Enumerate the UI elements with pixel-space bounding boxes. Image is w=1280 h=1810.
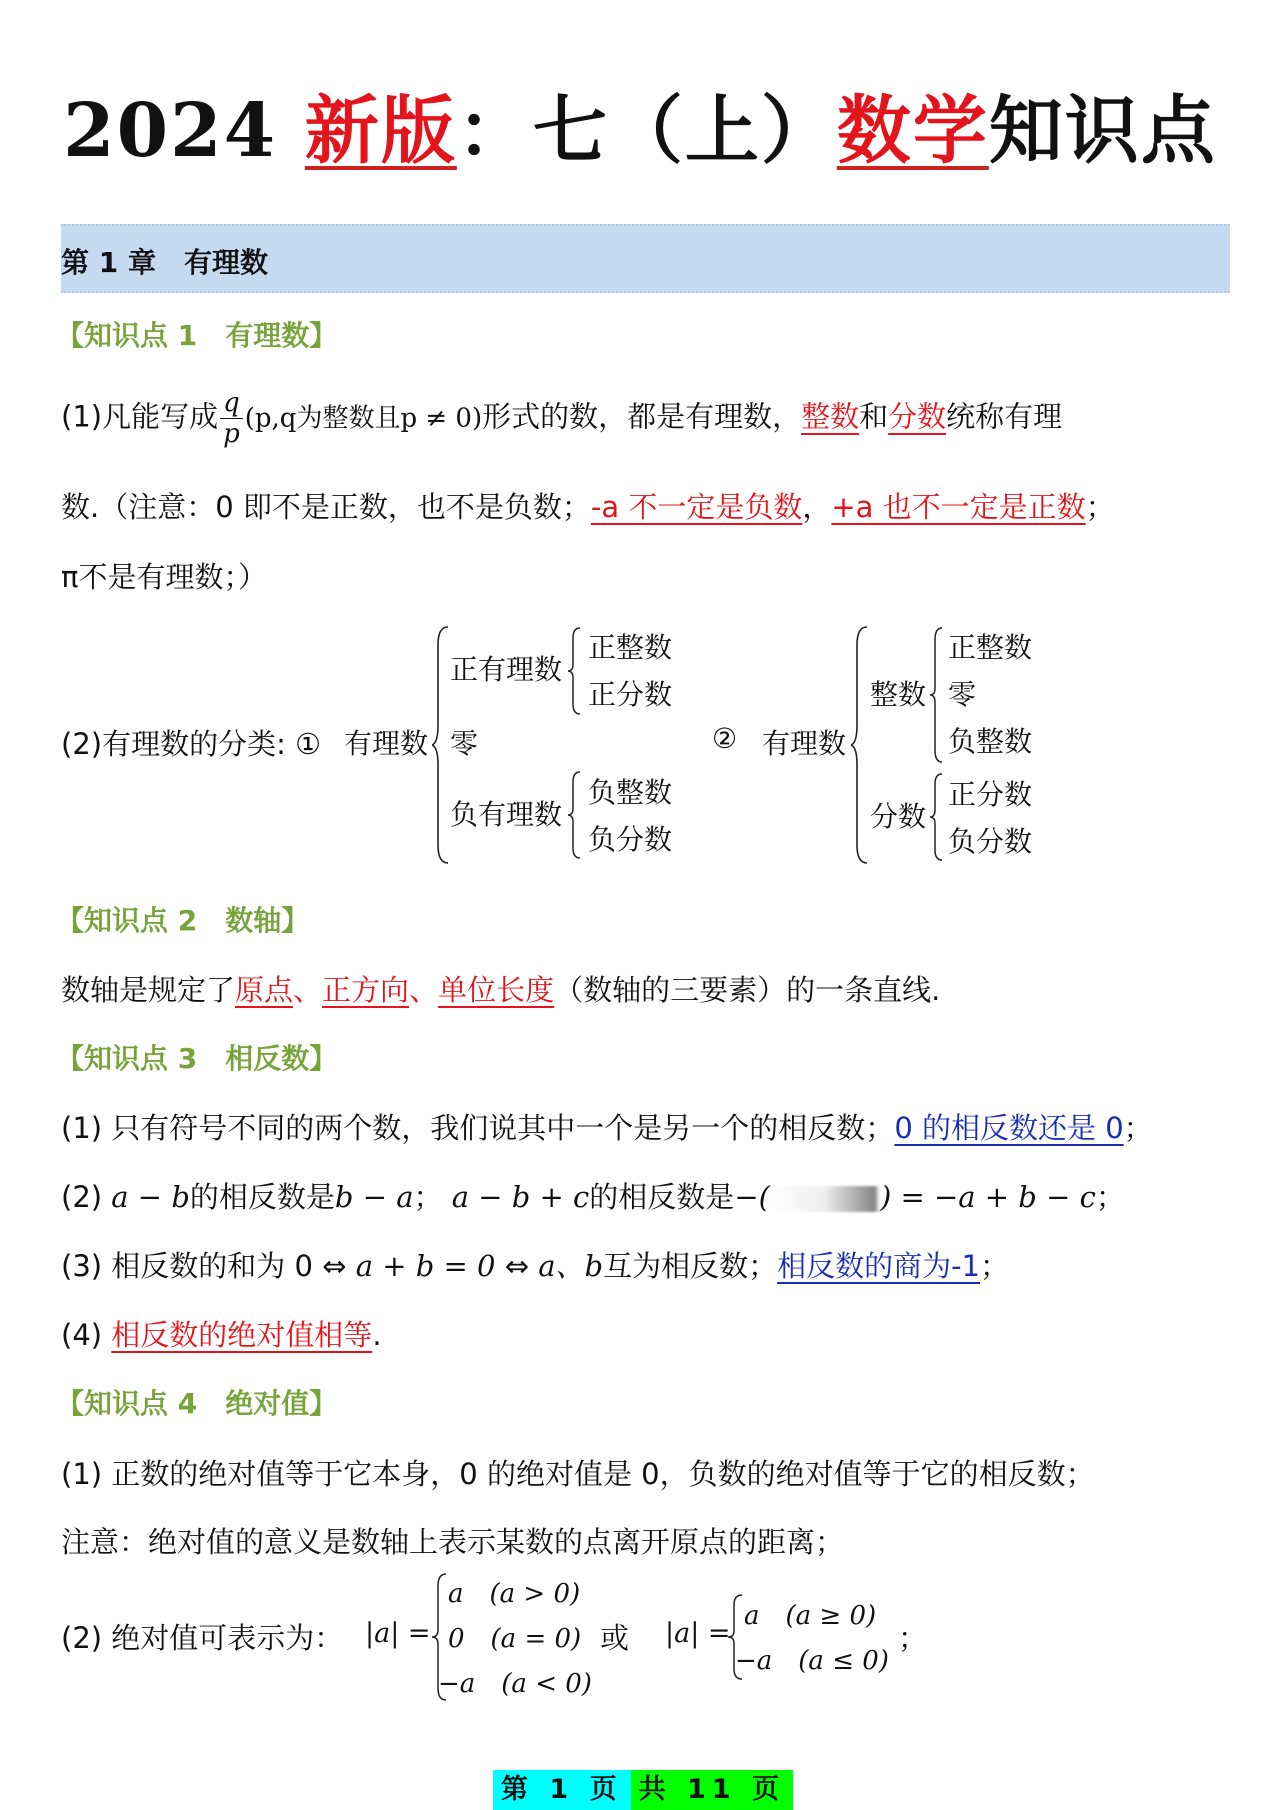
kp3-line1 xyxy=(61,1106,1153,1147)
pos-frac-2: 正分数 xyxy=(948,778,1033,811)
chapter-banner xyxy=(61,224,1230,293)
text: (2) 绝对值可表示为： xyxy=(61,1621,344,1655)
fraction xyxy=(220,388,243,449)
page-title xyxy=(0,72,1280,178)
text: (4) xyxy=(61,1318,112,1352)
text: （数轴的三要素）的一条直线. xyxy=(554,973,941,1007)
kp4-note: 注意：绝对值的意义是数轴上表示某数的点离开原点的距离； xyxy=(61,1525,845,1559)
root-rational: 有理数 xyxy=(344,727,429,760)
math: |a| = xyxy=(365,1618,431,1649)
case-positive: a (a > 0) xyxy=(448,1579,581,1609)
kp3-line2 xyxy=(61,1175,1125,1216)
title-grade: 七（上） xyxy=(532,88,837,174)
title-suffix: 知识点 xyxy=(988,88,1217,174)
neg-int: 负整数 xyxy=(588,776,673,809)
classification-label: (2)有理数的分类: ① xyxy=(61,727,322,761)
root-rational-2: 有理数 xyxy=(762,727,847,760)
chapter-title: 第 1 章 有理数 xyxy=(61,246,268,279)
case-nonpos: −a (a ≤ 0) xyxy=(735,1646,889,1676)
method-2-marker: ② xyxy=(712,722,738,755)
total-pages: 共 11 页 xyxy=(631,1770,793,1810)
highlight-neg-a: -a 不一定是负数 xyxy=(590,490,803,524)
blurred-region xyxy=(770,1186,880,1212)
title-subject: 数学 xyxy=(836,88,989,174)
brace-icon xyxy=(568,626,582,716)
highlight-pos-a: +a 也不一定是正数 xyxy=(831,490,1086,524)
neg-frac-2: 负分数 xyxy=(948,825,1033,858)
text: 、 xyxy=(409,973,439,1007)
kp4-line1: (1) 正数的绝对值等于它本身，0 的绝对值是 0，负数的绝对值等于它的相反数； xyxy=(61,1457,1095,1491)
highlight-abs-equal: 相反数的绝对值相等 xyxy=(111,1318,373,1352)
brace-icon xyxy=(432,625,452,865)
title-year: 2024 xyxy=(63,88,278,174)
text: 的相反数是 xyxy=(189,1180,335,1214)
text: (1) 只有符号不同的两个数，我们说其中一个是另一个的相反数； xyxy=(61,1111,895,1145)
math: ) = −a + b − c xyxy=(879,1180,1096,1214)
brace-icon xyxy=(930,626,944,764)
math: a + b = 0 xyxy=(355,1249,496,1283)
math: |a| = xyxy=(665,1618,731,1649)
condition: (p,q为整数且p ≠ 0) xyxy=(244,403,483,434)
neg-int-2: 负整数 xyxy=(948,725,1033,758)
case-nonneg: a (a ≥ 0) xyxy=(744,1601,877,1631)
zero: 零 xyxy=(450,727,479,760)
kp2-heading: 【知识点 2 数轴】 xyxy=(56,904,310,937)
highlight-fractions: 分数 xyxy=(888,399,947,434)
math: −( xyxy=(734,1180,770,1214)
kp1-line3: π不是有理数；） xyxy=(61,560,267,594)
kp1-heading: 【知识点 1 有理数】 xyxy=(56,319,338,352)
kp2-line xyxy=(61,968,940,1009)
kp1-line1 xyxy=(61,388,1062,449)
integer: 整数 xyxy=(870,678,927,711)
text: ； xyxy=(898,1621,928,1655)
text: ； xyxy=(980,1249,1010,1283)
brace-icon xyxy=(930,772,944,862)
highlight-origin: 原点 xyxy=(235,973,294,1007)
pos-rational: 正有理数 xyxy=(450,653,563,686)
math: a、b xyxy=(538,1249,604,1283)
pos-int: 正整数 xyxy=(588,631,673,664)
text: 统称有理 xyxy=(946,399,1063,434)
text: (2) xyxy=(61,1180,112,1214)
text: 、 xyxy=(293,973,323,1007)
text-or: 或 xyxy=(600,1621,630,1655)
title-colon: ： xyxy=(456,88,533,174)
text: 互为相反数； xyxy=(603,1249,778,1283)
highlight-unit: 单位长度 xyxy=(438,973,555,1007)
text: 数.（注意：0 即不是正数，也不是负数； xyxy=(61,490,591,524)
text: 形式的数，都是有理数， xyxy=(482,399,802,434)
kp3-heading: 【知识点 3 相反数】 xyxy=(56,1042,338,1075)
page-indicator xyxy=(493,1770,793,1810)
kp3-line3 xyxy=(61,1244,1009,1285)
kp1-line2 xyxy=(61,485,1115,526)
highlight-quotient: 相反数的商为-1 xyxy=(777,1249,981,1283)
math: a − b xyxy=(111,1180,190,1214)
text: ； xyxy=(1123,1111,1153,1145)
text: ； xyxy=(1095,1180,1125,1214)
kp3-line4 xyxy=(61,1313,382,1354)
text: ； xyxy=(413,1180,452,1214)
text: (3) 相反数的和为 0 ⇔ xyxy=(61,1249,356,1283)
text: 数轴是规定了 xyxy=(61,973,236,1007)
kp4-heading: 【知识点 4 绝对值】 xyxy=(56,1387,338,1420)
brace-icon xyxy=(568,770,582,860)
case-negative: −a (a < 0) xyxy=(438,1669,592,1699)
fraction-numerator: q xyxy=(220,388,243,419)
text: (1)凡能写成 xyxy=(61,399,219,434)
title-new-edition: 新版 xyxy=(304,88,457,174)
brace-icon xyxy=(851,625,871,865)
fraction: 分数 xyxy=(870,800,927,833)
text: ， xyxy=(802,490,832,524)
fraction-denominator: p xyxy=(223,419,240,449)
text: ； xyxy=(1085,490,1115,524)
text: ⇔ xyxy=(495,1249,539,1283)
math: b − a xyxy=(334,1180,414,1214)
highlight-direction: 正方向 xyxy=(322,973,410,1007)
text: 和 xyxy=(859,399,889,434)
zero-2: 零 xyxy=(948,678,977,711)
text: . xyxy=(372,1318,382,1352)
neg-rational: 负有理数 xyxy=(450,798,563,831)
pos-int-2: 正整数 xyxy=(948,631,1033,664)
highlight-zero-opposite: 0 的相反数还是 0 xyxy=(894,1111,1124,1145)
pos-frac: 正分数 xyxy=(588,678,673,711)
case-zero: 0 (a = 0) xyxy=(448,1624,582,1654)
neg-frac: 负分数 xyxy=(588,823,673,856)
highlight-integers: 整数 xyxy=(801,399,860,434)
current-page: 第 1 页 xyxy=(493,1770,631,1810)
math: a − b + c xyxy=(451,1180,590,1214)
text: 的相反数是 xyxy=(589,1180,735,1214)
